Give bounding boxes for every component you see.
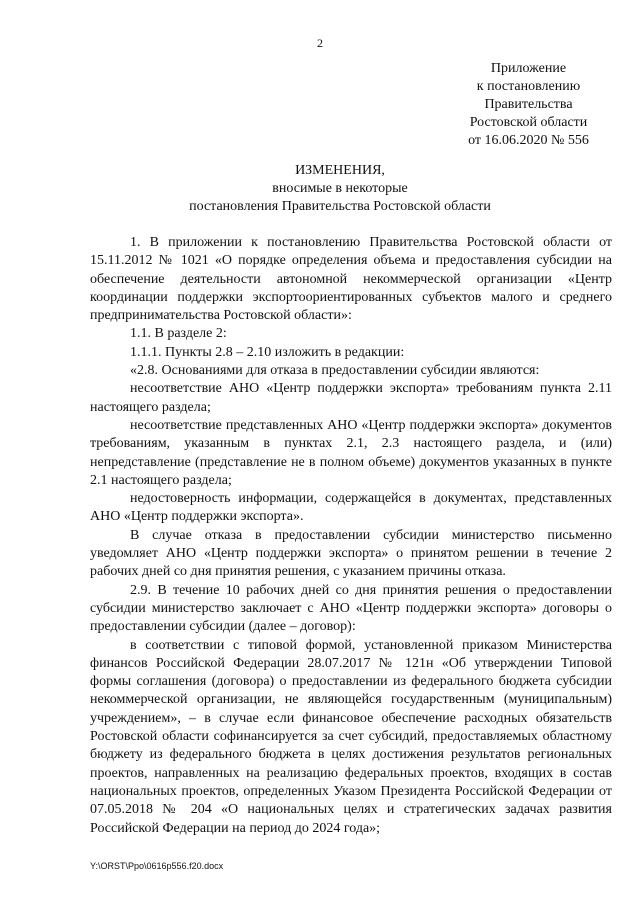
paragraph: недостоверность информации, содержащейся в документах, представленных АНО «Центр поддержки экспорта». xyxy=(90,491,612,525)
paragraph: 1.1.1. Пункты 2.8 – 2.10 изложить в редакции: xyxy=(130,344,405,360)
appendix-block xyxy=(441,60,616,150)
appendix-line: к постановлению xyxy=(476,79,581,94)
document-body xyxy=(90,234,612,838)
paragraph: «2.8. Основаниями для отказа в предоставлении субсидии являются: xyxy=(130,363,540,379)
file-path-footer: Y:\ORST\Ppo\0616p556.f20.docx xyxy=(90,861,224,871)
paragraph: в соответствии с типовой формой, установленной приказом Министерства финансов Российской Федерации 28.07.2017 № 121н «Об утверждении Типовой формы соглашения (договора) о предоставлении из федерального бюджета субсидии некоммерческой организации, не являющейся государственным (муниципальным) учреждением», – в случае если финансовое обеспечение расходных обязательств Ростовской области софинансируется за счет субсидий, предоставляемых областному бюджету из федерального бюджета в целях достижения результатов региональных проектов, направленных на реализацию федеральных проектов, входящих в состав национальных проектов, определенных Указом Президента Российской Федерации от 07.05.2018 № 204 «О национальных целях и стратегических задачах развития Российской Федерации на период до 2024 года»; xyxy=(90,637,612,836)
appendix-line: Приложение xyxy=(490,61,567,76)
appendix-line: от 16.06.2020 № 556 xyxy=(468,133,589,148)
title-subtitle: вносимые в некоторые xyxy=(272,181,408,196)
title-subtitle: постановления Правительства Ростовской области xyxy=(189,199,491,214)
appendix-line: Ростовской области xyxy=(469,115,588,130)
paragraph: В случае отказа в предоставлении субсидии министерство письменно уведомляет АНО «Центр поддержки экспорта» о принятом решении в течение 2 рабочих дней со дня принятия решения, с указанием причины отказа. xyxy=(90,527,612,580)
paragraph: 1. В приложении к постановлению Правительства Ростовской области от 15.11.2012 № 1021 «О порядке определения объема и предоставления субсидии на обеспечение деятельности автономной некоммерческой организации «Центр координации поддержки экспортоориентированных субъектов малого и среднего предпринимательства Ростовской области»: xyxy=(90,235,612,324)
appendix-line: Правительства xyxy=(484,97,573,112)
paragraph: 2.9. В течение 10 рабочих дней со дня принятия решения о предоставлении субсидии министерство заключает с АНО «Центр поддержки экспорта» договоры о предоставлении субсидии (далее – договор): xyxy=(90,582,612,635)
document-title xyxy=(90,162,590,216)
paragraph: 1.1. В разделе 2: xyxy=(130,326,227,342)
title-heading: ИЗМЕНЕНИЯ, xyxy=(295,163,385,178)
page-number: 2 xyxy=(317,36,323,50)
paragraph: несоответствие АНО «Центр поддержки экспорта» требованиям пункта 2.11 настоящего раздела; xyxy=(90,381,612,415)
paragraph: несоответствие представленных АНО «Центр поддержки экспорта» документов требованиям, указанным в пунктах 2.1, 2.3 настоящего раздела, и (или) непредставление (представление не в полном объеме) документов указанных в пункте 2.1 настоящего раздела; xyxy=(90,417,612,488)
